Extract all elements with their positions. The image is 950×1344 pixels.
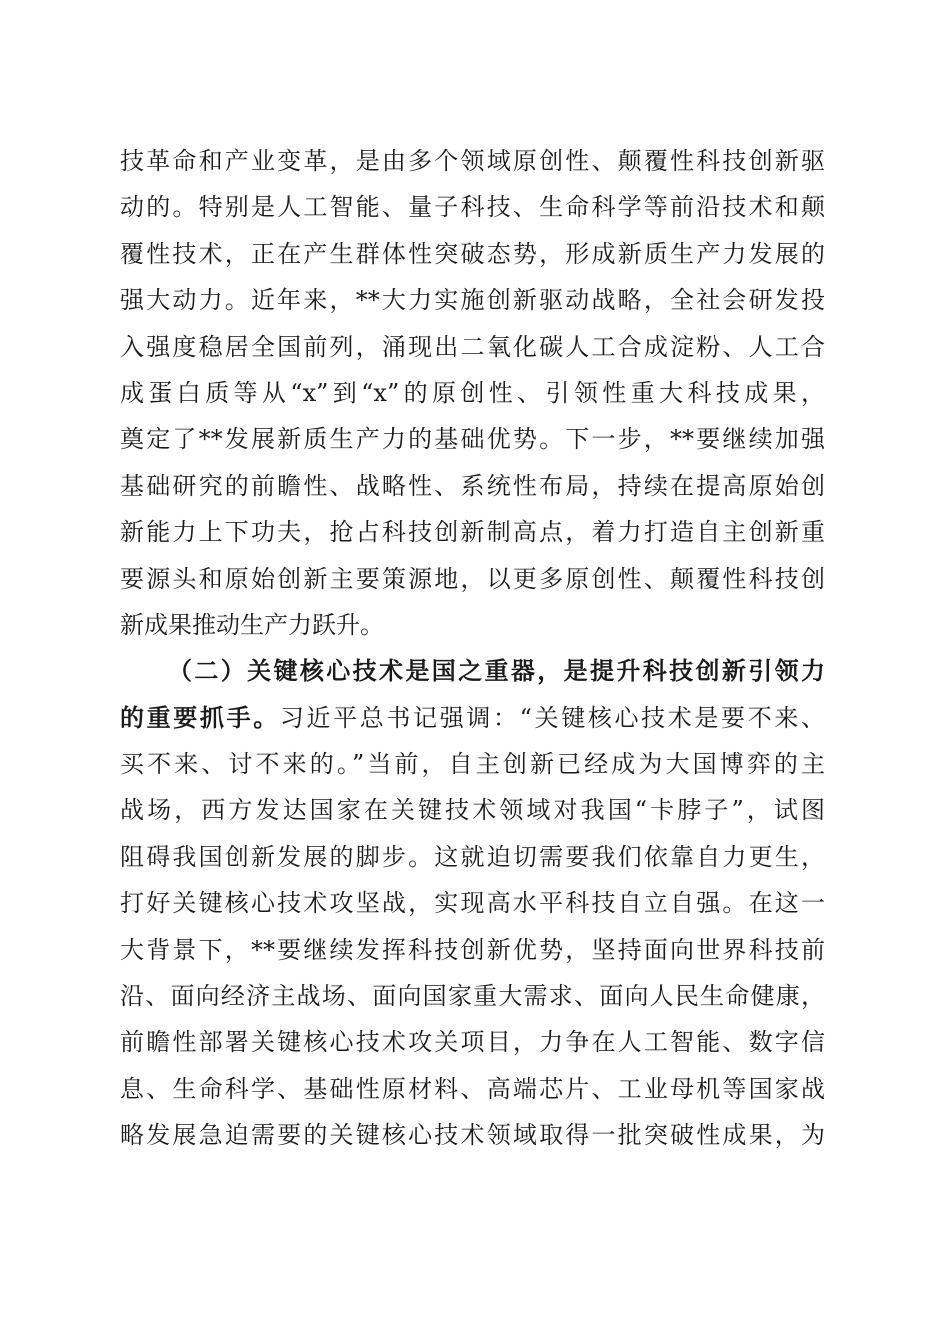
section-heading-end: 的重要抓手。 bbox=[120, 702, 280, 732]
text-line: 新能力上下功夫，抢占科技创新制高点，着力打造自主创新重 bbox=[120, 518, 825, 547]
text-line: 战场，西方发达国家在关键技术领域对我国“卡脖子”，试图 bbox=[120, 796, 825, 825]
text-line: 阻碍我国创新发展的脚步。这就迫切需要我们依靠自力更生， bbox=[120, 842, 825, 871]
text-line: 打好关键核心技术攻坚战，实现高水平科技自立自强。在这一 bbox=[120, 889, 825, 918]
text-line: 基础研究的前瞻性、战略性、系统性布局，持续在提高原始创 bbox=[120, 471, 825, 500]
text-line: 大背景下，**要继续发挥科技创新优势，坚持面向世界科技前 bbox=[120, 935, 825, 964]
text-line: 动的。特别是人工智能、量子科技、生命科学等前沿技术和颠 bbox=[120, 193, 825, 222]
text-line: 新成果推动生产力跃升。 bbox=[120, 610, 384, 639]
text-line: 买不来、讨不来的。”当前，自主创新已经成为大国博弈的主 bbox=[120, 750, 825, 779]
text-line: 强大动力。近年来，**大力实施创新驱动战略，全社会研发投 bbox=[120, 286, 825, 315]
text-line: 略发展急迫需要的关键核心技术领域取得一批突破性成果，为 bbox=[120, 1121, 825, 1150]
paragraph-2 bbox=[120, 648, 825, 1158]
text-line bbox=[120, 695, 825, 741]
text-line: 技革命和产业变革，是由多个领域原创性、颠覆性科技创新驱 bbox=[120, 147, 825, 175]
text-line: 息、生命科学、基础性原材料、高端芯片、工业母机等国家战 bbox=[120, 1074, 825, 1103]
text-line: 成蛋白质等从“x”到“x”的原创性、引领性重大科技成果， bbox=[120, 378, 825, 407]
text-line: 入强度稳居全国前列，涌现出二氧化碳人工合成淀粉、人工合 bbox=[120, 332, 825, 361]
text-line: 要源头和原始创新主要策源地，以更多原创性、颠覆性科技创 bbox=[120, 564, 825, 593]
paragraph-1 bbox=[120, 138, 825, 648]
text-fragment: 习近平总书记强调：“关键核心技术是要不来、 bbox=[279, 703, 825, 732]
document-body bbox=[120, 138, 825, 1159]
text-line: 覆性技术，正在产生群体性突破态势，形成新质生产力发展的 bbox=[120, 239, 825, 268]
text-line: 沿、面向经济主战场、面向国家重大需求、面向人民生命健康， bbox=[120, 982, 825, 1011]
section-heading-line: （二）关键核心技术是国之重器，是提升科技创新引领力 bbox=[168, 656, 825, 686]
text-line: 奠定了**发展新质生产力的基础优势。下一步，**要继续加强 bbox=[120, 425, 825, 454]
text-line: 前瞻性部署关键核心技术攻关项目，力争在人工智能、数字信 bbox=[120, 1028, 825, 1057]
